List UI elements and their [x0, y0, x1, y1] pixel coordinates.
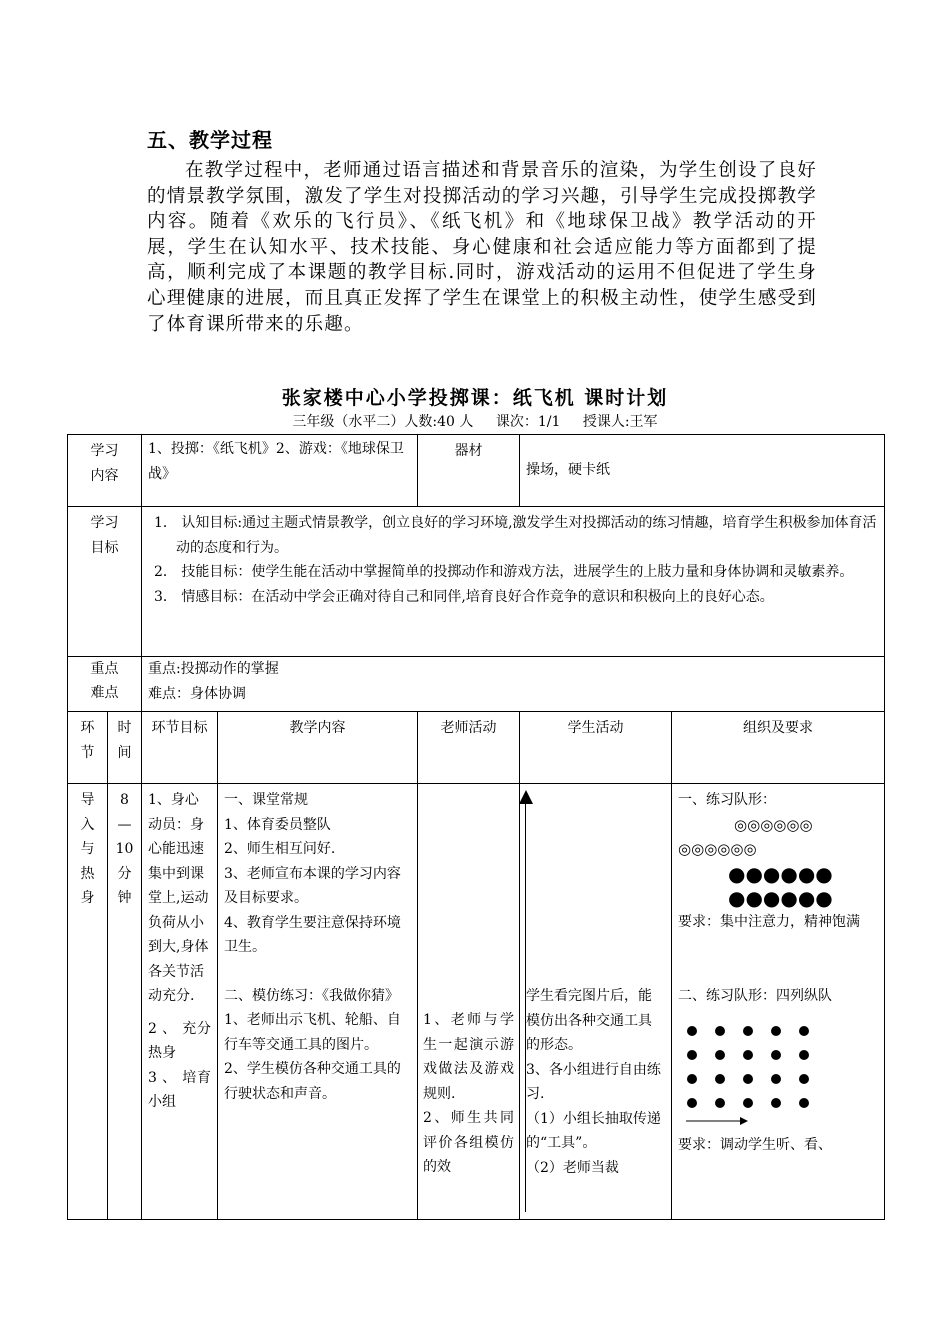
- plan-subtitle: [0, 411, 950, 431]
- row1-goal: [142, 784, 218, 1220]
- content-block-2: 二、模仿练习：《我做你猜》 1、老师出示飞机、轮船、自行车等交通工具的图片。 2、学生模仿各种交通工具的行驶状态和声音。: [224, 987, 401, 1102]
- org-requirement-2: 要求：调动学生听、看、: [678, 1136, 833, 1153]
- formation-solid-row: ●●●●●●: [728, 861, 833, 886]
- content-block-1: 一、课堂常规 1、体育委员整队 2、师生相互问好. 3、老师宣布本课的学习内容及目标要求。 4、教育学生要注意保持环境卫生。: [224, 792, 401, 955]
- plan-grade: 三年级（水平二）人数:40 人: [292, 414, 474, 430]
- equipment-value: 操场，硬卡纸: [520, 435, 885, 507]
- lesson-plan-table: [67, 434, 885, 1220]
- header-content: 教学内容: [218, 712, 418, 784]
- keypoints-label: 重点难点: [68, 657, 142, 712]
- header-time: 时间: [108, 712, 142, 784]
- arrow-line: [525, 802, 526, 1212]
- teacher-activity-1: 1、老师与学生一起演示游戏做法及游戏规则.: [423, 1012, 515, 1102]
- goal-text-1: 1、身心动员：身心能迅速集中到课堂上,运动负荷从小到大,身体各关节活动充分.: [148, 792, 209, 1004]
- student-activity-3: （1）小组长抽取传递的“工具”。: [526, 1110, 661, 1151]
- goal-item: 1． 认知目标:通过主题式情景教学，创立良好的学习环境,激发学生对投掷活动的练习情趣，培育学生积极参加体育活动的态度和行为。: [154, 515, 877, 556]
- student-activity-1: 学生看完图片后，能模仿出各种交通工具的形态。: [526, 988, 653, 1053]
- student-activity-4: （2）老师当裁: [526, 1159, 619, 1176]
- formation-solid-row: ●●●●●●: [728, 885, 833, 910]
- formation-hollow-row: ◎◎◎◎◎◎: [678, 840, 757, 858]
- row1-stage: 导入与热身: [68, 784, 108, 1220]
- goal-item: 3． 情感目标：在活动中学会正确对待自己和同伴,培育良好合作竞争的意识和积极向上的良好心态。: [154, 588, 774, 605]
- four-column-formation-icon: [682, 1019, 842, 1129]
- header-student: 学生活动: [520, 712, 672, 784]
- content-label: 学习内容: [68, 435, 142, 507]
- goals-label: 学习目标: [68, 507, 142, 657]
- header-org: 组织及要求: [672, 712, 885, 784]
- teacher-activity-2: 2、师生共同评价各组模仿的效: [423, 1110, 515, 1175]
- keypoint: 重点:投掷动作的掌握: [148, 661, 279, 677]
- goal-item: 2． 技能目标：使学生能在活动中掌握简单的投掷动作和游戏方法，进展学生的上肢力量和身体协调和灵敏素养。: [154, 564, 854, 581]
- equipment-label: 器材: [418, 435, 520, 507]
- org-formation-2: 二、练习队形：四列纵队: [678, 988, 833, 1004]
- header-teacher: 老师活动: [418, 712, 520, 784]
- org-requirement-1: 要求：集中注意力，精神饱满: [678, 913, 861, 930]
- keypoints-value: [142, 657, 885, 712]
- section-heading: 五、教学过程: [147, 128, 273, 152]
- row1-content: [218, 784, 418, 1220]
- goal-text-3: 3 、 培育小组: [148, 1069, 211, 1110]
- header-stage-goal: 环节目标: [142, 712, 218, 784]
- difficulty: 难点：身体协调: [148, 686, 246, 702]
- row1-org: [672, 784, 885, 1220]
- plan-title: 张家楼中心小学投掷课：纸飞机 课时计划: [281, 387, 669, 409]
- goals-value: [142, 507, 885, 657]
- row1-teacher: [418, 784, 520, 1220]
- content-value: 1、投掷：《纸飞机》2、游戏：《地球保卫战》: [142, 435, 418, 507]
- arrow-up-icon: [519, 790, 533, 804]
- org-formation-1: 一、练习队形：: [678, 792, 777, 808]
- header-stage: 环节: [68, 712, 108, 784]
- row1-time: 8—10分钟: [108, 784, 142, 1220]
- plan-lesson: 课次：1/1: [495, 414, 561, 430]
- row1-student: [520, 784, 672, 1220]
- student-activity-2: 3、各小组进行自由练习.: [526, 1061, 661, 1102]
- section-paragraph: 在教学过程中，老师通过语言描述和背景音乐的渲染，为学生创设了良好的情景教学氛围，激发了学生对投掷活动的学习兴趣，引导学生完成投掷教学内容。随着《欢乐的飞行员》、《纸飞机》和《地球保卫战》教学活动的开展，学生在认知水平、技术技能、身心健康和社会适应能力等方面都到了提高，顺利完成了本课题的教学目标.同时，游戏活动的运用不但促进了学生身心理健康的进展，而且真正发挥了学生在课堂上的积极主动性，使学生感受到了体育课所带来的乐趣。: [147, 160, 817, 335]
- plan-teacher: 授课人:王军: [582, 414, 658, 430]
- formation-hollow-row: ◎◎◎◎◎◎: [734, 815, 813, 834]
- goal-text-2: 2 、 充分热身: [148, 1020, 211, 1061]
